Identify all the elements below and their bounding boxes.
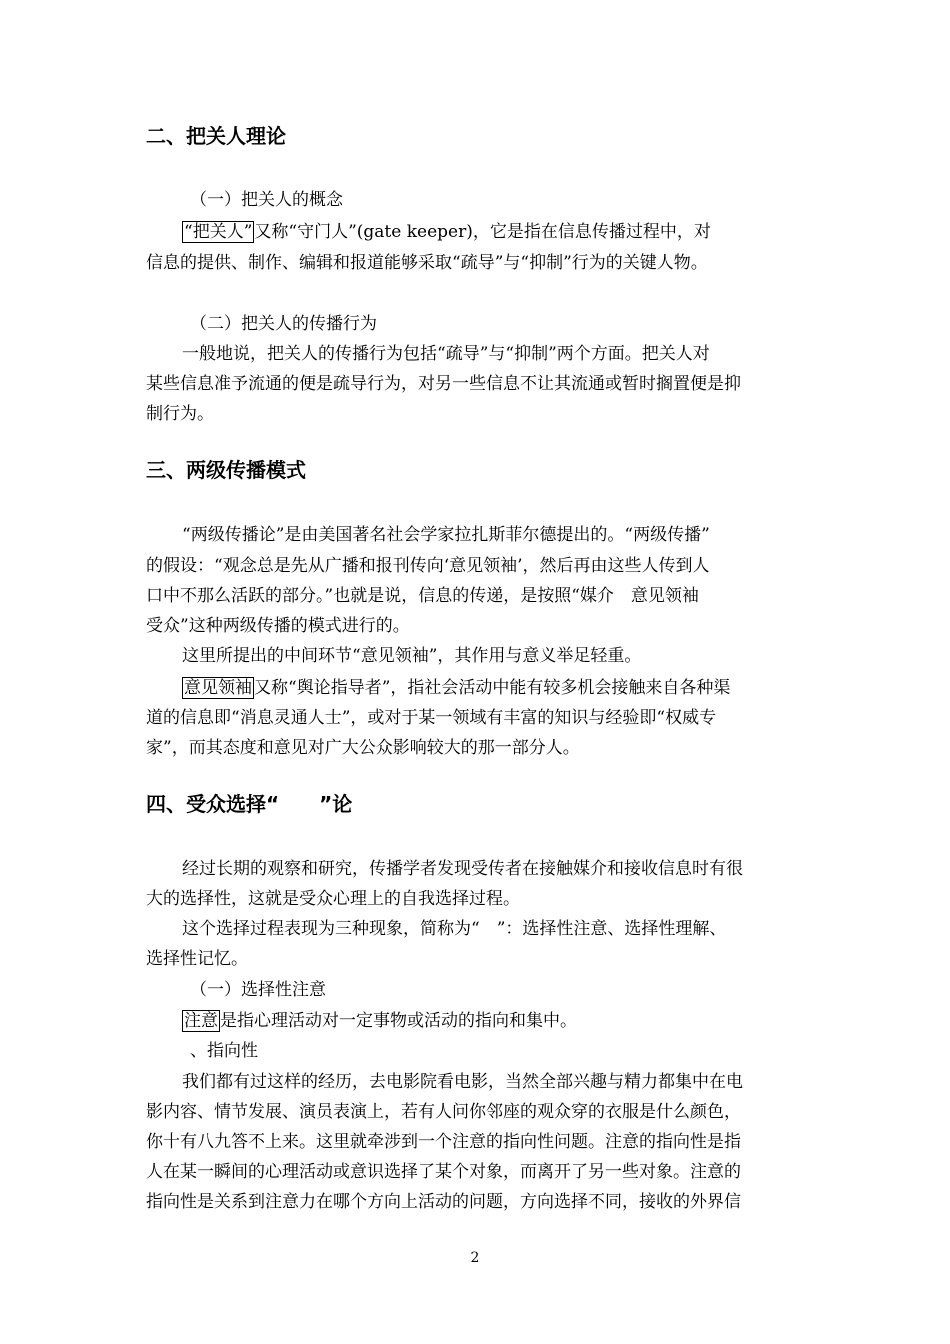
paragraph-line: 经过长期的观察和研究，传播学者发现受传者在接触媒介和接收信息时有很 xyxy=(182,859,743,879)
paragraph-line xyxy=(182,1010,577,1032)
paragraph-text: 又称“舆论指导者”，指社会活动中能有较多机会接触来自各种渠 xyxy=(254,678,731,698)
paragraph-line: 受众”这种两级传播的模式进行的。 xyxy=(146,616,410,636)
subheading-directivity: 、指向性 xyxy=(190,1041,258,1061)
paragraph-line: 口中不那么活跃的部分。”也就是说，信息的传递，是按照“媒介 意见领袖 xyxy=(146,586,699,606)
boxed-term-gatekeeper: “把关人” xyxy=(184,222,253,242)
boxed-term-attention: 注意 xyxy=(184,1011,218,1031)
subheading-selective-attention: （一）选择性注意 xyxy=(190,980,326,1000)
paragraph-line xyxy=(182,677,730,699)
paragraph-line: 这个选择过程表现为三种现象，简称为“ ”：选择性注意、选择性理解、 xyxy=(182,919,727,939)
section-heading-4: 四、受众选择“ ”论 xyxy=(146,792,353,816)
paragraph-line: 人在某一瞬间的心理活动或意识选择了某个对象，而离开了另一些对象。注意的 xyxy=(146,1162,741,1182)
section-heading-2: 二、把关人理论 xyxy=(146,124,286,148)
paragraph-line: 道的信息即“消息灵通人士”，或对于某一领域有丰富的知识与经验即“权威专 xyxy=(146,708,717,728)
paragraph-line xyxy=(182,221,711,243)
paragraph-line: 某些信息准予流通的便是疏导行为，对另一些信息不让其流通或暂时搁置便是抑 xyxy=(146,374,741,394)
paragraph-line: 这里所提出的中间环节“意见领袖”，其作用与意义举足轻重。 xyxy=(182,646,642,666)
paragraph-line: 信息的提供、制作、编辑和报道能够采取“疏导”与“抑制”行为的关键人物。 xyxy=(146,253,708,273)
paragraph-text: 又称“守门人”(gate keeper)，它是指在信息传播过程中，对 xyxy=(254,222,711,242)
page-number: 2 xyxy=(470,1250,480,1266)
paragraph-line: 制行为。 xyxy=(146,404,214,424)
paragraph-line: 影内容、情节发展、演员表演上，若有人问你邻座的观众穿的衣服是什么颜色， xyxy=(146,1102,741,1122)
paragraph-line: 我们都有过这样的经历，去电影院看电影，当然全部兴趣与精力都集中在电 xyxy=(182,1072,743,1092)
boxed-term-opinion-leader: 意见领袖 xyxy=(184,678,252,698)
subheading-concept: （一）把关人的概念 xyxy=(190,190,343,210)
paragraph-text: 是指心理活动对一定事物或活动的指向和集中。 xyxy=(220,1011,577,1031)
paragraph-line: 选择性记忆。 xyxy=(146,949,248,969)
paragraph-line: 大的选择性，这就是受众心理上的自我选择过程。 xyxy=(146,889,520,909)
subheading-behavior: （二）把关人的传播行为 xyxy=(190,314,377,334)
paragraph-line: 一般地说，把关人的传播行为包括“疏导”与“抑制”两个方面。把关人对 xyxy=(182,344,710,364)
section-heading-3: 三、两级传播模式 xyxy=(146,458,306,482)
paragraph-line: 你十有八九答不上来。这里就牵涉到一个注意的指向性问题。注意的指向性是指 xyxy=(146,1132,741,1152)
paragraph-line: “两级传播论”是由美国著名社会学家拉扎斯菲尔德提出的。“两级传播” xyxy=(182,525,710,545)
paragraph-line: 指向性是关系到注意力在哪个方向上活动的问题，方向选择不同，接收的外界信 xyxy=(146,1192,741,1212)
paragraph-line: 的假设：“观念总是先从广播和报刊传向‘意见领袖’，然后再由这些人传到人 xyxy=(146,556,710,576)
paragraph-line: 家”，而其态度和意见对广大公众影响较大的那一部分人。 xyxy=(146,738,580,758)
